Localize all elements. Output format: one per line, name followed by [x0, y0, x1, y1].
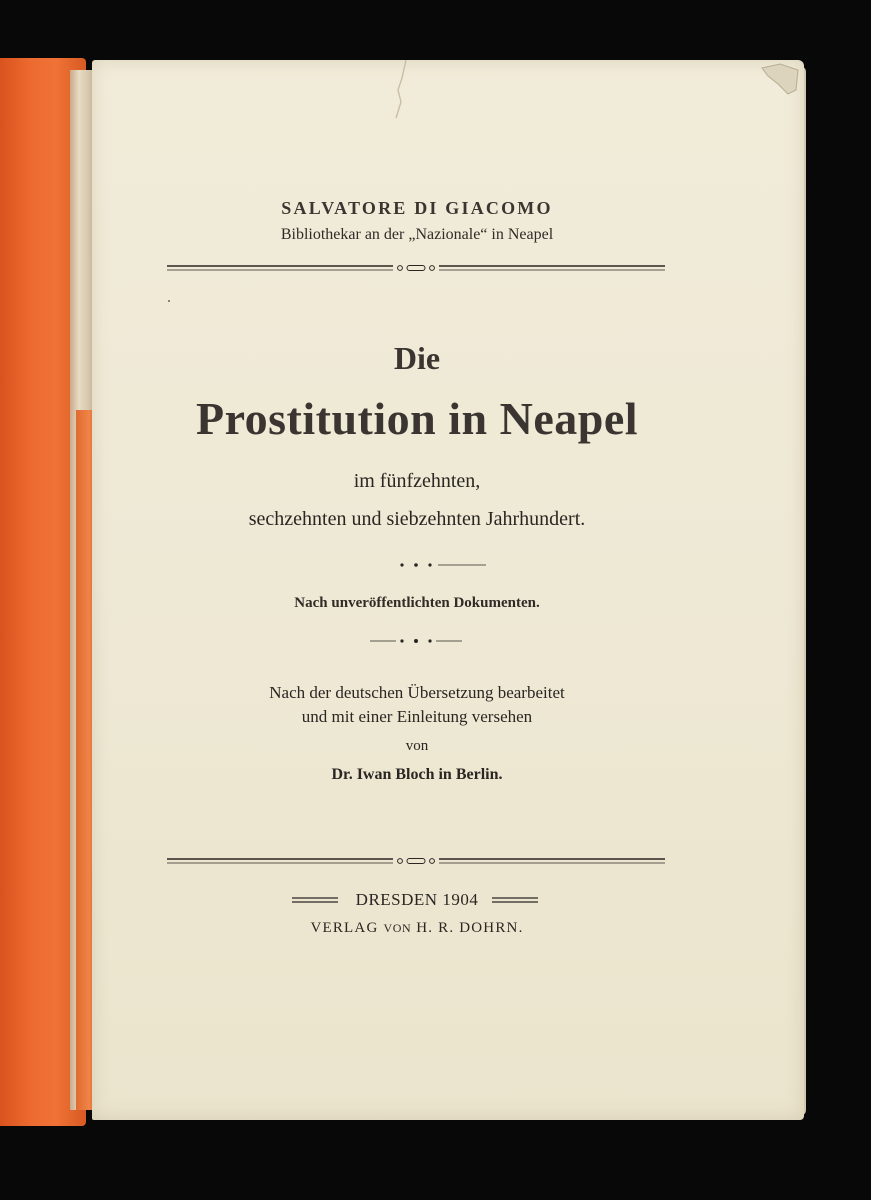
subtitle-line-2: sechzehnten und siebzehnten Jahrhundert. [248, 508, 586, 530]
translator-name: Dr. Iwan Bloch in Berlin. [331, 766, 503, 783]
torn-corner [760, 62, 800, 96]
place-year: DRESDEN 1904 [355, 890, 479, 909]
publisher-line [92, 920, 742, 937]
ornamental-rule-top [167, 263, 665, 273]
book-title: Prostitution in Neapel [195, 393, 639, 444]
source-note: Nach unveröffentlichten Dokumenten. [294, 595, 540, 611]
place-dash-right [492, 896, 538, 904]
author-role: Bibliothekar an der „Nazionale“ in Neapel [280, 226, 554, 243]
ornament-dots-2 [370, 636, 462, 646]
title-article: Die [393, 340, 441, 376]
publisher-name: H. R. DOHRN. [416, 920, 524, 936]
publisher-von: VON [383, 921, 412, 935]
ornamental-rule-bottom [167, 856, 665, 866]
translation-note-1: Nach der deutschen Übersetzung bearbeitet [269, 683, 565, 702]
title-page [92, 60, 804, 1120]
author-name: SALVATORE DI GIACOMO [281, 198, 553, 218]
ornament-dots-1 [398, 560, 488, 570]
publisher-prefix: VERLAG [310, 920, 379, 936]
paper-tear-mark [392, 60, 414, 120]
translation-note-2: und mit einer Einleitung versehen [301, 707, 533, 726]
subtitle-line-1: im fünfzehnten, [353, 470, 481, 492]
by-word: von [405, 738, 429, 754]
ink-speck [168, 300, 170, 302]
